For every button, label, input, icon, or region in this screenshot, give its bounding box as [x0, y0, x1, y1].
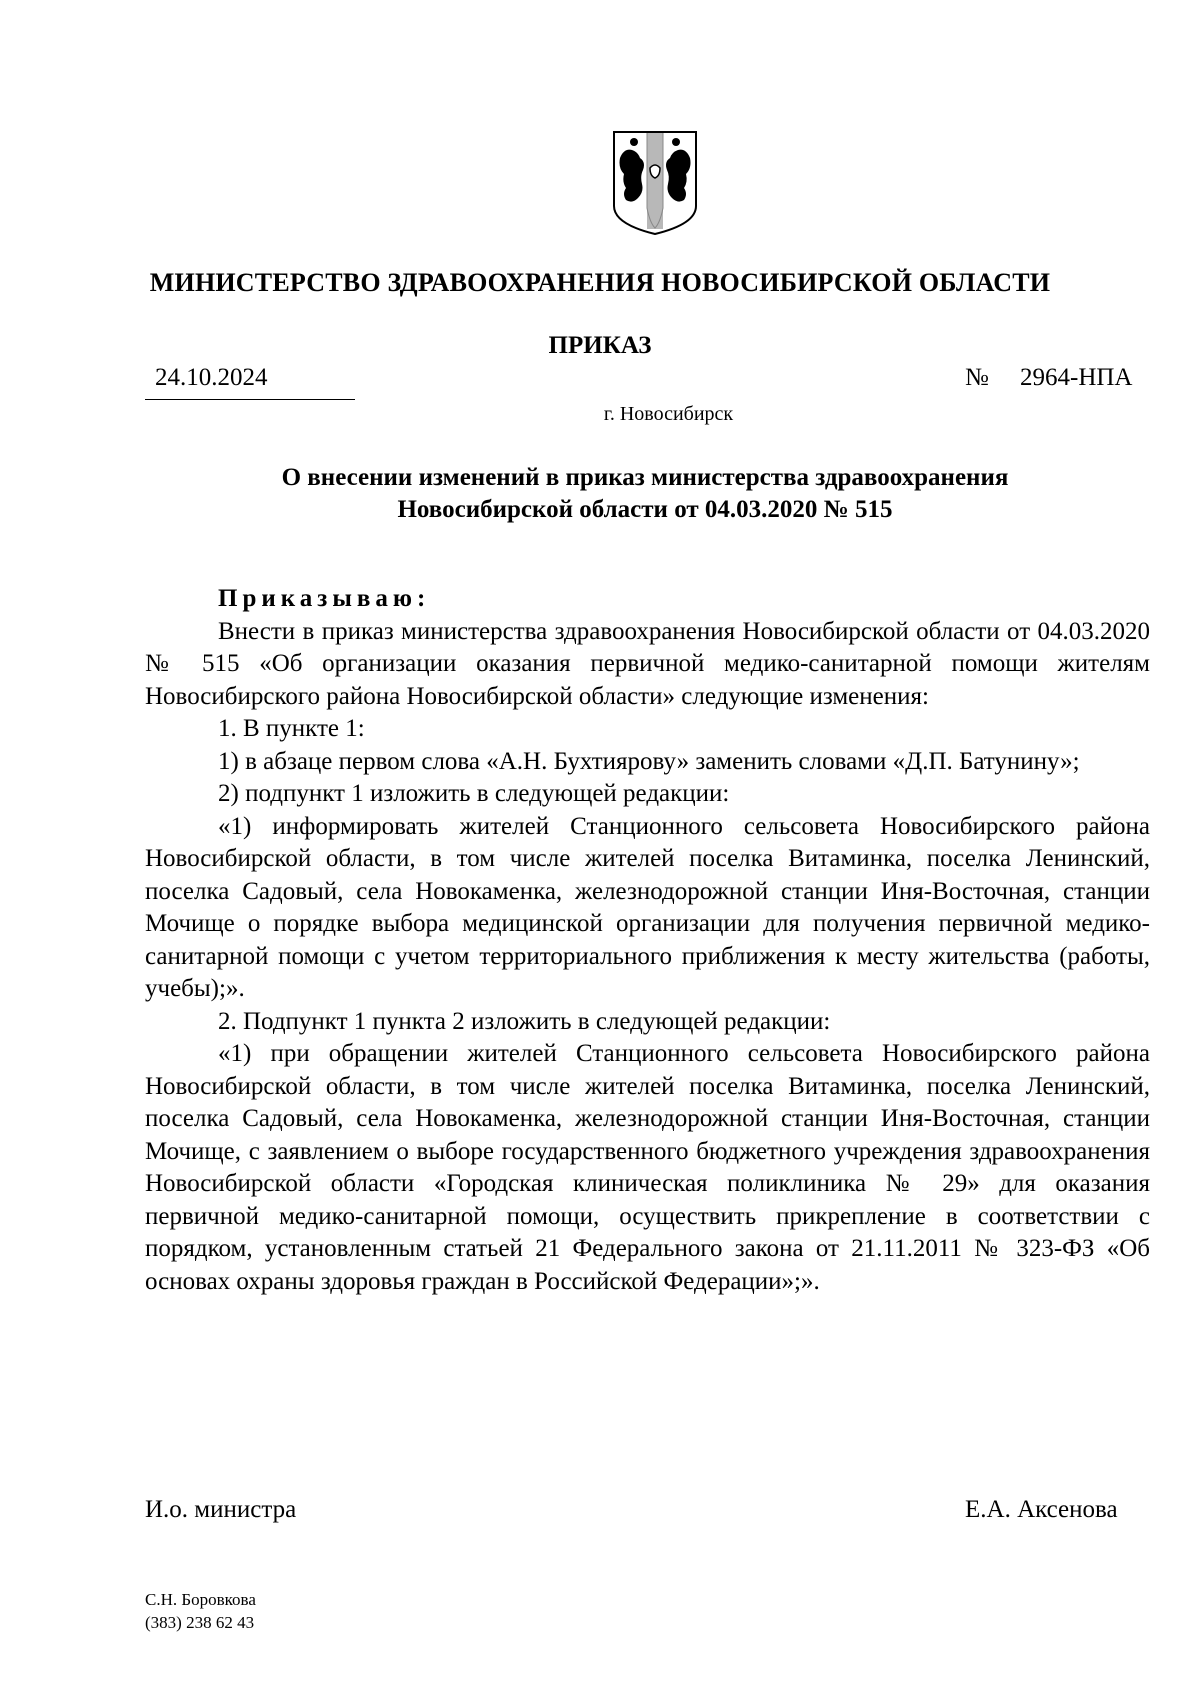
executor-block	[145, 1588, 256, 1634]
paragraph-item-2: 2. Подпункт 1 пункта 2 изложить в следующей редакции:	[218, 1007, 831, 1035]
prikazyvayu-heading: Приказываю:	[218, 585, 431, 612]
order-subject	[140, 462, 1150, 526]
ministry-name: МИНИСТЕРСТВО ЗДРАВООХРАНЕНИЯ НОВОСИБИРСКОЙ ОБЛАСТИ	[149, 268, 1051, 297]
subject-line-2: Новосибирской области от 04.03.2020 № 515	[397, 496, 893, 523]
paragraph-item-1-2-text: «1) информировать жителей Станционного сельсовета Новосибирского района Новосибирской области, в том числе жителей поселка Витаминка, поселка Ленинский, поселка Садовый, села Новокаменка, железнодорожной станции Иня-Восточная, станции Мочище о порядке выбора медицинской организации для получения первичной медико-санитарной помощи с учетом территориального приближения к месту жительства (работы, учебы);».	[145, 812, 1150, 1002]
order-date: 24.10.2024	[155, 364, 268, 391]
signer-name: Е.А. Аксенова	[965, 1496, 1118, 1523]
number-sign: №	[965, 364, 989, 391]
signer-role: И.о. министра	[145, 1496, 297, 1523]
executor-name: С.Н. Боровкова	[145, 1590, 256, 1609]
executor-phone: (383) 238 62 43	[145, 1613, 255, 1632]
paragraph-item-2-text: «1) при обращении жителей Станционного сельсовета Новосибирского района Новосибирской области, в том числе жителей поселка Витаминка, поселка Ленинский, поселка Садовый, села Новокаменка, железнодорожной станции Иня-Восточная, станции Мочище, с заявлением о выборе государственного бюджетного учреждения здравоохранения Новосибирской области «Городская клиническая поликлиника № 29» для оказания первичной медико-санитарной помощи, осуществить прикрепление в соответствии с порядком, установленным статьей 21 Федерального закона от 21.11.2011 № 323-ФЗ «Об основах охраны здоровья граждан в Российской Федерации»;».	[145, 1040, 1150, 1295]
paragraph-item-1-1: 1) в абзаце первом слова «А.Н. Бухтиярову» заменить словами «Д.П. Батунину»;	[218, 747, 1080, 775]
order-body	[145, 583, 1150, 1298]
subject-line-1: О внесении изменений в приказ министерства здравоохранения	[281, 464, 1009, 491]
city: г. Новосибирск	[603, 403, 734, 425]
document-type: ПРИКАЗ	[548, 332, 652, 359]
coat-of-arms-icon	[610, 128, 700, 238]
paragraph-item-1-2: 2) подпункт 1 изложить в следующей редакции:	[218, 780, 730, 807]
paragraph-intro: Внести в приказ министерства здравоохранения Новосибирской области от 04.03.2020 № 515 «Об организации оказания первичной медико-санитарной помощи жителям Новосибирского района Новосибирской области» следующие изменения:	[145, 617, 1150, 710]
order-number: 2964-НПА	[1020, 364, 1133, 391]
paragraph-item-1: 1. В пункте 1:	[218, 715, 365, 742]
date-underline	[145, 399, 355, 400]
